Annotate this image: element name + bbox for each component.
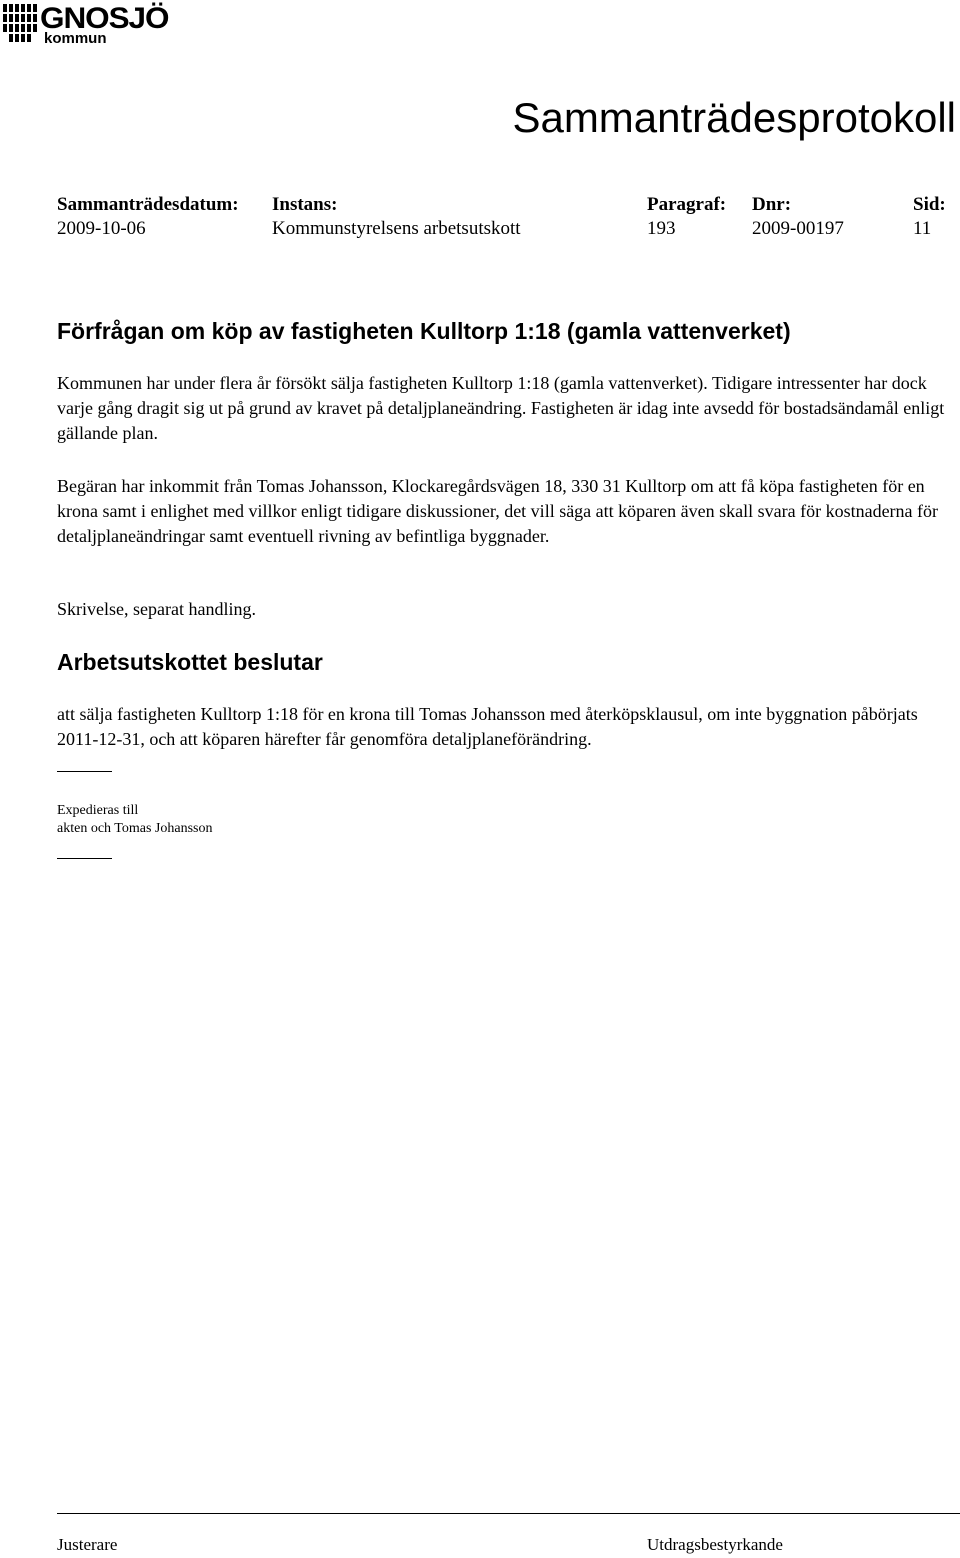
section-heading: Förfrågan om köp av fastigheten Kulltorp 1:18 (gamla vattenverket) — [57, 318, 791, 344]
decision-heading: Arbetsutskottet beslutar — [57, 649, 323, 675]
footer-divider — [57, 1513, 960, 1514]
municipality-logo — [0, 0, 172, 50]
distribution-line-2: akten och Tomas Johansson — [57, 821, 213, 836]
body-paragraph-2: Begäran har inkommit från Tomas Johansson, Klockaregårdsvägen 18, 330 31 Kulltorp om att få köpa fastigheten för en krona samt i enlighet med villkor enligt tidigare diskussioner, det vill säga att köparen även skall svara för kostnaderna för detaljplaneändringar samt eventuell rivning av befintliga byggnader. — [57, 476, 939, 546]
logo-subtitle: kommun — [44, 30, 107, 47]
coat-of-arms-icon — [0, 0, 40, 48]
meeting-date-label: Sammanträdesdatum: — [57, 194, 239, 215]
dnr-value: 2009-00197 — [752, 218, 844, 239]
logo-wordmark: GNOSJÖ — [40, 2, 169, 35]
footer-utdragsbestyrkande: Utdragsbestyrkande — [647, 1535, 783, 1554]
instans-label: Instans: — [272, 194, 338, 215]
body-paragraph-1: Kommunen har under flera år försökt sälja fastigheten Kulltorp 1:18 (gamla vattenverket). Tidigare intressenter har dock varje gång dragit sig ut på grund av kravet på detaljplaneändring. Fastigheten är idag inte avsedd för bostadsändamål enligt gällande plan. — [57, 373, 945, 443]
divider-line — [57, 771, 112, 772]
divider-line — [57, 858, 112, 859]
instans-value: Kommunstyrelsens arbetsutskott — [272, 218, 521, 239]
body-paragraph-3: Skrivelse, separat handling. — [57, 599, 256, 619]
meeting-date-value: 2009-10-06 — [57, 218, 146, 239]
paragraf-label: Paragraf: — [647, 194, 727, 215]
paragraf-value: 193 — [647, 218, 676, 239]
dnr-label: Dnr: — [752, 194, 792, 215]
footer-justerare: Justerare — [57, 1535, 118, 1554]
sid-value: 11 — [913, 218, 932, 239]
decision-text: att sälja fastigheten Kulltorp 1:18 för en krona till Tomas Johansson med återköpsklausul, om inte byggnation påbörjats 2011-12-31, och att köparen härefter får genomföra detaljplaneförändring. — [57, 704, 918, 749]
sid-label: Sid: — [913, 194, 946, 215]
distribution-line-1: Expedieras till — [57, 803, 139, 818]
document-title: Sammanträdesprotokoll — [512, 94, 956, 141]
